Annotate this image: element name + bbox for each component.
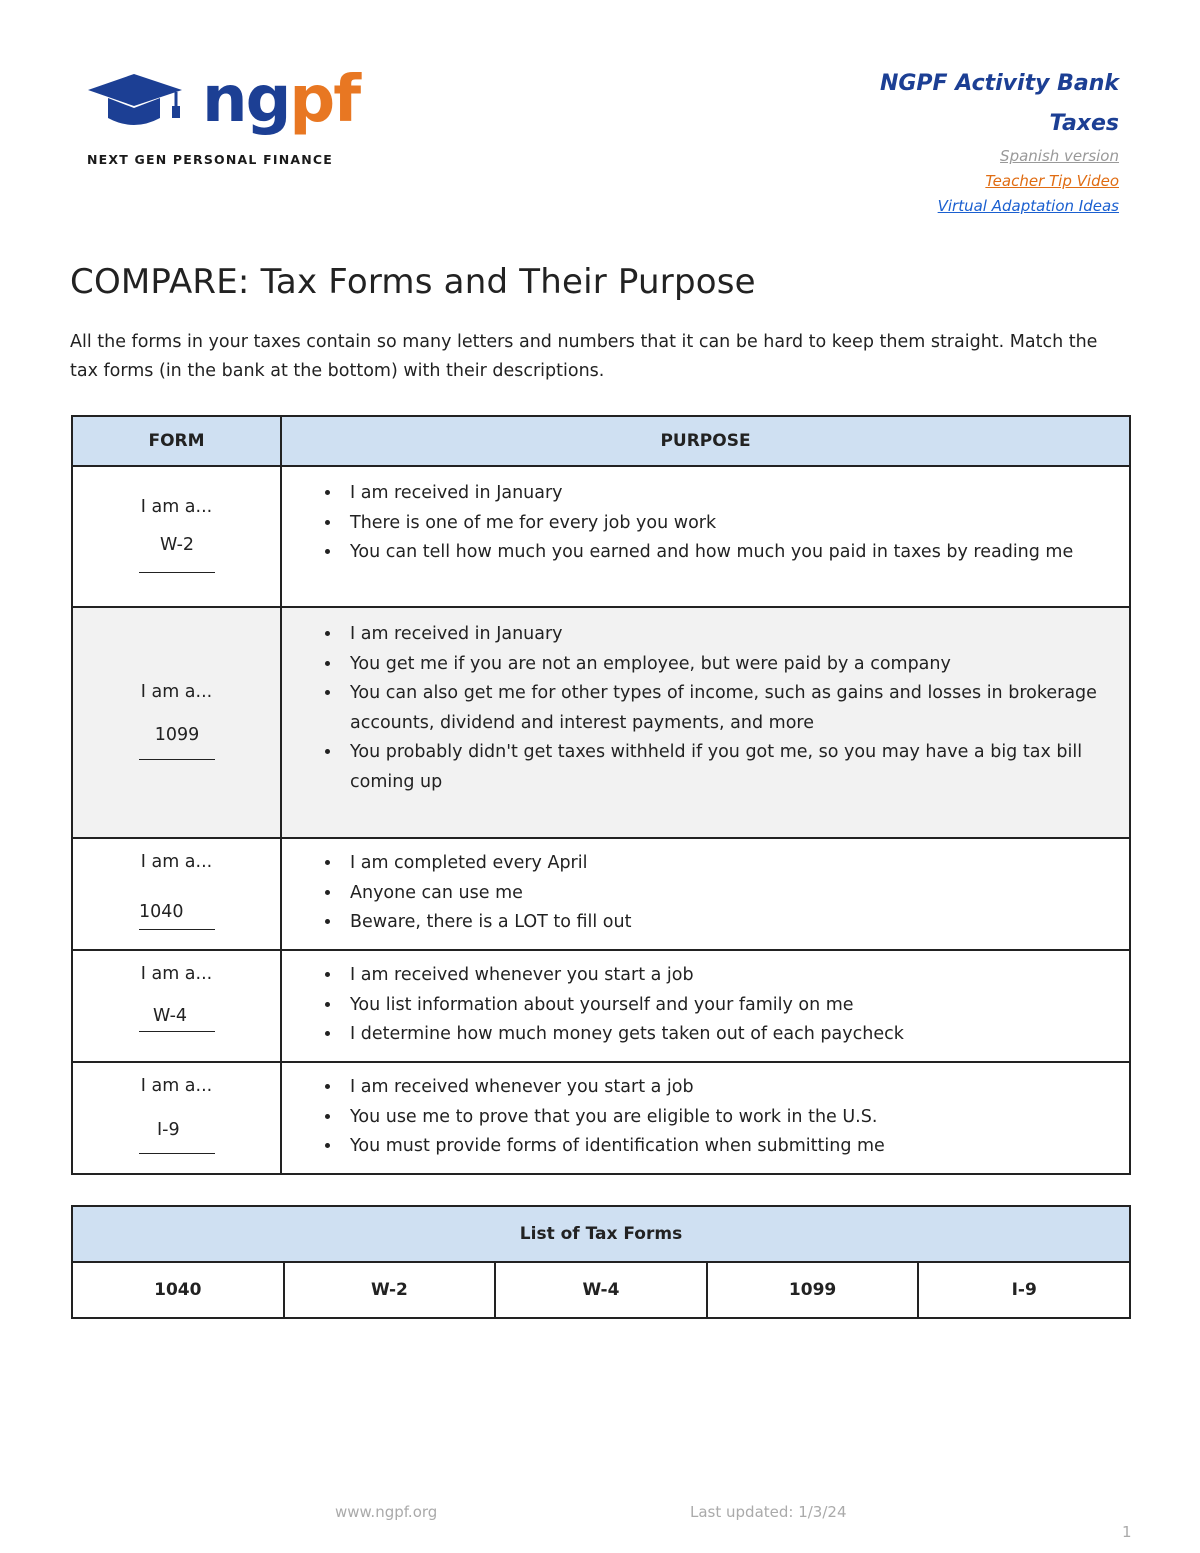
table-row xyxy=(72,607,1130,838)
page-title: COMPARE: Tax Forms and Their Purpose xyxy=(70,262,756,302)
table-header-row xyxy=(72,416,1130,466)
bank-item[interactable]: W-2 xyxy=(284,1262,496,1318)
purpose-bullet: • I determine how much money gets taken out of each paycheck xyxy=(342,1020,1115,1050)
intro-text: All the forms in your taxes contain so many letters and numbers that it can be hard to keep them straight. Match the tax forms (in the bank at the bottom) with their descriptions. xyxy=(70,332,1098,381)
bank-title-row xyxy=(72,1206,1130,1262)
purpose-bullet: • I am received whenever you start a job xyxy=(342,961,1115,991)
purpose-bullet: • Beware, there is a LOT to fill out xyxy=(342,908,1115,938)
bank-title: List of Tax Forms xyxy=(72,1206,1130,1262)
spanish-version-link[interactable]: Spanish version xyxy=(1000,147,1119,165)
bank-item[interactable]: 1099 xyxy=(707,1262,919,1318)
form-cell xyxy=(72,950,281,1062)
logo-wordmark: ngpf xyxy=(202,63,360,137)
prompt-text: I am a... xyxy=(140,497,213,517)
form-cell xyxy=(72,838,281,950)
purpose-bullet: • I am received whenever you start a job xyxy=(342,1073,1115,1103)
purpose-bullet: • There is one of me for every job you work xyxy=(342,509,1115,539)
purpose-bullet: • You can also get me for other types of income, such as gains and losses in brokerage accounts, dividend and interest payments, and more xyxy=(342,679,1115,738)
header-block xyxy=(880,64,1119,219)
purpose-bullet: • You use me to prove that you are eligible to work in the U.S. xyxy=(342,1103,1115,1133)
purpose-bullet: • You probably didn't get taxes withheld if you got me, so you may have a big tax bill coming up xyxy=(342,738,1115,797)
purpose-list xyxy=(312,479,1115,568)
answer-field[interactable]: W-2 xyxy=(139,535,215,573)
answer-field[interactable]: W-4 xyxy=(139,1006,215,1032)
purpose-cell xyxy=(281,1062,1130,1174)
form-cell xyxy=(72,466,281,607)
bank-item[interactable]: W-4 xyxy=(495,1262,707,1318)
purpose-list xyxy=(312,849,1115,938)
table-row xyxy=(72,466,1130,607)
topic-title: Taxes xyxy=(1049,111,1119,136)
table-row xyxy=(72,838,1130,950)
prompt-text: I am a... xyxy=(140,964,213,984)
purpose-cell xyxy=(281,950,1130,1062)
purpose-bullet: • You get me if you are not an employee, but were paid by a company xyxy=(342,650,1115,680)
teacher-tip-video-link[interactable]: Teacher Tip Video xyxy=(985,172,1119,190)
answer-field[interactable]: 1099 xyxy=(139,725,215,760)
purpose-bullet: • Anyone can use me xyxy=(342,879,1115,909)
purpose-bullet: • You can tell how much you earned and how much you paid in taxes by reading me xyxy=(342,538,1115,568)
table-row xyxy=(72,950,1130,1062)
bank-item[interactable]: I-9 xyxy=(918,1262,1130,1318)
answer-field[interactable]: I-9 xyxy=(139,1120,215,1154)
bank-items-row xyxy=(72,1262,1130,1318)
answer-field[interactable]: 1040 xyxy=(139,902,215,930)
prompt-text: I am a... xyxy=(140,1076,213,1096)
footer-url[interactable]: www.ngpf.org xyxy=(335,1503,438,1521)
purpose-cell xyxy=(281,838,1130,950)
purpose-cell xyxy=(281,607,1130,838)
form-cell xyxy=(72,607,281,838)
virtual-adaptation-link[interactable]: Virtual Adaptation Ideas xyxy=(937,197,1119,215)
purpose-bullet: • I am received in January xyxy=(342,620,1115,650)
tax-forms-bank xyxy=(71,1205,1131,1319)
forms-table xyxy=(71,415,1131,1175)
form-column-header: FORM xyxy=(72,416,281,466)
purpose-column-header: PURPOSE xyxy=(281,416,1130,466)
purpose-bullet: • I am completed every April xyxy=(342,849,1115,879)
page-number: 1 xyxy=(1122,1523,1132,1541)
bank-item[interactable]: 1040 xyxy=(72,1262,284,1318)
table-row xyxy=(72,1062,1130,1174)
purpose-bullet: • You list information about yourself and your family on me xyxy=(342,991,1115,1021)
purpose-list xyxy=(312,1073,1115,1162)
footer-updated: Last updated: 1/3/24 xyxy=(690,1503,847,1521)
prompt-text: I am a... xyxy=(140,682,213,702)
purpose-list xyxy=(312,620,1115,797)
activity-bank-title: NGPF Activity Bank xyxy=(879,71,1119,96)
purpose-list xyxy=(312,961,1115,1050)
logo-tagline: NEXT GEN PERSONAL FINANCE xyxy=(87,152,334,167)
purpose-bullet: • I am received in January xyxy=(342,479,1115,509)
purpose-bullet: • You must provide forms of identification when submitting me xyxy=(342,1132,1115,1162)
prompt-text: I am a... xyxy=(140,852,213,872)
form-cell xyxy=(72,1062,281,1174)
purpose-cell xyxy=(281,466,1130,607)
